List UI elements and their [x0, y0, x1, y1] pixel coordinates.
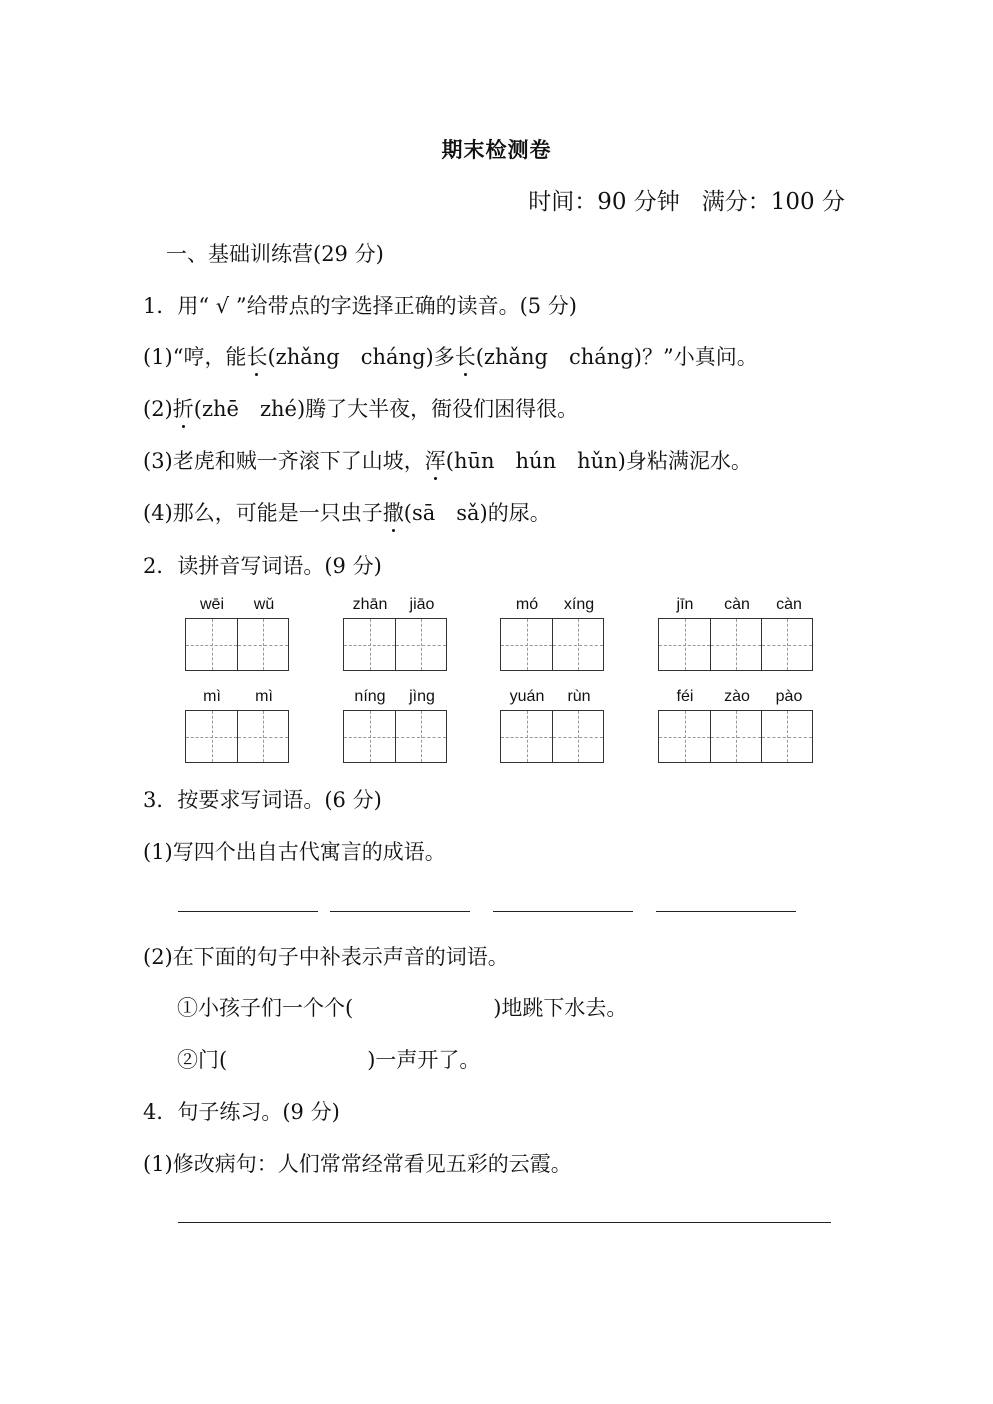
q3-sub1: (1)写四个出自古代寓言的成语。: [143, 840, 446, 864]
exam-meta: [528, 183, 845, 216]
pinyin-options: (hūn hún hǔn): [445, 449, 626, 473]
q1-heading: 1．用“ √ ”给带点的字选择正确的读音。(5 分): [143, 294, 577, 318]
time-limit: 时间：90 分钟: [528, 189, 680, 215]
pinyin-options: (sā sǎ): [403, 501, 488, 525]
dotted-char: 浑: [425, 445, 446, 475]
pinyin-options: (zhǎng cháng): [267, 345, 434, 369]
q1-item-1: (1)“哼，能长(zhǎng cháng)多长(zhǎng cháng)？”小真问。: [143, 341, 758, 371]
pinyin-label: rùn: [567, 688, 591, 705]
writing-grid[interactable]: [343, 618, 447, 671]
pinyin-label: mì: [255, 688, 273, 705]
answer-blank[interactable]: [493, 911, 633, 912]
q1-item-2: (2)折(zhē zhé)腾了大半夜，衙役们困得很。: [143, 393, 578, 423]
pinyin-label-group: [659, 688, 815, 706]
writing-grid[interactable]: [185, 710, 289, 763]
page-title: 期末检测卷: [441, 137, 552, 162]
pinyin-label-group: [659, 596, 815, 614]
writing-grid[interactable]: [185, 618, 289, 671]
q3-heading: 3．按要求写词语。(6 分): [143, 788, 382, 812]
pinyin-label: wǔ: [253, 596, 275, 613]
pinyin-label: zhān: [352, 596, 388, 613]
answer-blank[interactable]: [656, 911, 796, 912]
pinyin-options: (zhǎng cháng): [475, 345, 642, 369]
pinyin-label: càn: [724, 596, 750, 613]
answer-blank[interactable]: [178, 911, 318, 912]
writing-grid[interactable]: [658, 710, 813, 763]
q2-heading: 2．读拼音写词语。(9 分): [143, 554, 382, 578]
pinyin-label: càn: [776, 596, 802, 613]
pinyin-label: mó: [515, 596, 539, 613]
pinyin-options: (zhē zhé): [193, 397, 306, 421]
pinyin-label: zào: [724, 688, 750, 705]
dotted-char: 撒: [383, 497, 404, 527]
q3-sentence-1: ①小孩子们一个个( )地跳下水去。: [177, 996, 628, 1020]
writing-grid[interactable]: [500, 618, 604, 671]
pinyin-label: níng: [354, 688, 386, 705]
pinyin-label: jīn: [676, 596, 694, 613]
writing-grid[interactable]: [658, 618, 813, 671]
writing-grid[interactable]: [500, 710, 604, 763]
q1-item-4: (4)那么，可能是一只虫子撒(sā sǎ)的尿。: [143, 497, 551, 527]
section-heading: 一、基础训练营(29 分): [166, 242, 384, 266]
q1-item-3: (3)老虎和贼一齐滚下了山坡，浑(hūn hún hǔn)身粘满泥水。: [143, 445, 752, 475]
dotted-char: 长: [455, 341, 476, 371]
pinyin-label-group: [186, 596, 290, 614]
pinyin-label-group: [344, 688, 448, 706]
pinyin-label-group: [344, 596, 448, 614]
pinyin-label: wēi: [199, 596, 224, 613]
writing-grid[interactable]: [343, 710, 447, 763]
answer-line[interactable]: [178, 1222, 831, 1223]
pinyin-label: jiāo: [409, 596, 435, 613]
full-score: 满分：100 分: [701, 189, 845, 215]
answer-blank[interactable]: [330, 911, 470, 912]
q4-sub1: (1)修改病句：人们常常经常看见五彩的云霞。: [143, 1152, 572, 1176]
pinyin-label-group: [186, 688, 290, 706]
pinyin-label: xíng: [563, 596, 595, 613]
pinyin-label: féi: [676, 688, 694, 705]
pinyin-label: pào: [775, 688, 803, 705]
q3-sub2: (2)在下面的句子中补表示声音的词语。: [143, 945, 509, 969]
pinyin-label: jìng: [409, 688, 435, 705]
dotted-char: 折: [173, 393, 194, 423]
pinyin-label: mì: [203, 688, 221, 705]
q3-sentence-2: ②门( )一声开了。: [177, 1048, 481, 1072]
q4-heading: 4．句子练习。(9 分): [143, 1100, 340, 1124]
pinyin-label-group: [501, 596, 605, 614]
pinyin-label-group: [501, 688, 605, 706]
pinyin-label: yuán: [509, 688, 545, 705]
dotted-char: 长: [246, 341, 267, 371]
